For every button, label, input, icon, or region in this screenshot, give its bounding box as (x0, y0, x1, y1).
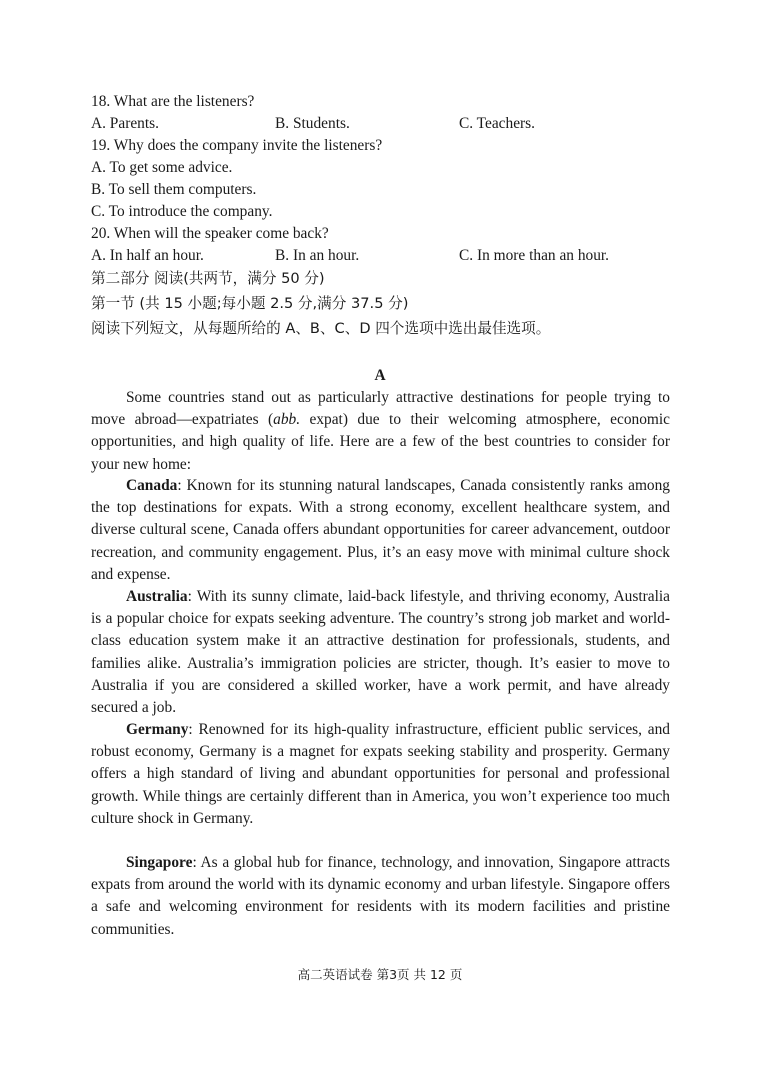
paragraph-germany (91, 719, 670, 830)
intro-abbr: abb. (273, 411, 301, 429)
passage-title: A (374, 367, 386, 384)
country-text-germany: : Renowned for its high-quality infrastructure, efficient public services, and robust economy, Germany is a magnet for expats seeking stability and prosperity. Germany offers a high standard of living and abundant opportunities for personal and professional growth. While things are certainly different than in America, you won’t experience too much culture shock in Germany. (91, 721, 670, 827)
question-19-option-c: C. To introduce the company. (91, 203, 273, 220)
intro-text-before: Some countries stand out as particularly attractive destinations for people trying to move abroad—expatriates ( (91, 389, 670, 429)
passage-intro (91, 387, 670, 476)
reading-instruction: 阅读下列短文，从每题所给的 A、B、C、D 四个选项中选出最佳选项。 (91, 320, 551, 337)
intro-text-after: expat) due to their welcoming atmosphere, economic opportunities, and high quality of life. Here are a few of the best countries to consider for your new home: (91, 411, 670, 473)
country-text-singapore: : As a global hub for finance, technology, and innovation, Singapore attracts expats from around the world with its dynamic economy and urban lifestyle. Singapore offers a safe and welcoming environment for residents with its modern facilities and pristine communities. (91, 854, 670, 938)
question-18-stem: 18. What are the listeners? (91, 93, 255, 110)
question-19-stem: 19. Why does the company invite the listeners? (91, 137, 383, 154)
paragraph-singapore (91, 852, 670, 941)
question-18-option-a: A. Parents. (91, 115, 159, 132)
country-text-canada: : Known for its stunning natural landscapes, Canada consistently ranks among the top destinations for expats. With a strong economy, excellent healthcare system, and diverse cultural scene, Canada offers abundant opportunities for career advancement, outdoor recreation, and community engagement. Plus, it’s an easy move with minimal culture shock and expense. (91, 477, 670, 583)
country-name-canada: Canada (126, 477, 178, 494)
question-20-stem: 20. When will the speaker come back? (91, 225, 329, 242)
paragraph-canada (91, 475, 670, 586)
country-name-singapore: Singapore (126, 854, 193, 871)
part-two-heading: 第二部分 阅读(共两节，满分 50 分) (91, 270, 325, 287)
country-name-germany: Germany (126, 721, 189, 738)
country-text-australia: : With its sunny climate, laid-back lifestyle, and thriving economy, Australia is a popular choice for expats seeking adventure. The country’s strong job market and world-class education system make it an attractive destination for professionals, students, and families alike. Australia’s immigration policies are stricter, though. It’s easier to move to Australia if you are considered a skilled worker, have a work permit, and have already secured a job. (91, 588, 670, 717)
question-20-option-a: A. In half an hour. (91, 247, 204, 264)
section-one-heading: 第一节 (共 15 小题;每小题 2.5 分,满分 37.5 分) (91, 295, 409, 312)
question-18-option-b: B. Students. (275, 115, 350, 132)
question-20-option-c: C. In more than an hour. (459, 247, 610, 264)
question-19-option-a: A. To get some advice. (91, 159, 233, 176)
country-name-australia: Australia (126, 588, 188, 605)
page-footer: 高二英语试卷 第3页 共 12 页 (297, 967, 463, 982)
question-20-option-b: B. In an hour. (275, 247, 360, 264)
question-19-option-b: B. To sell them computers. (91, 181, 257, 198)
question-18-option-c: C. Teachers. (459, 115, 535, 132)
paragraph-australia (91, 586, 670, 719)
